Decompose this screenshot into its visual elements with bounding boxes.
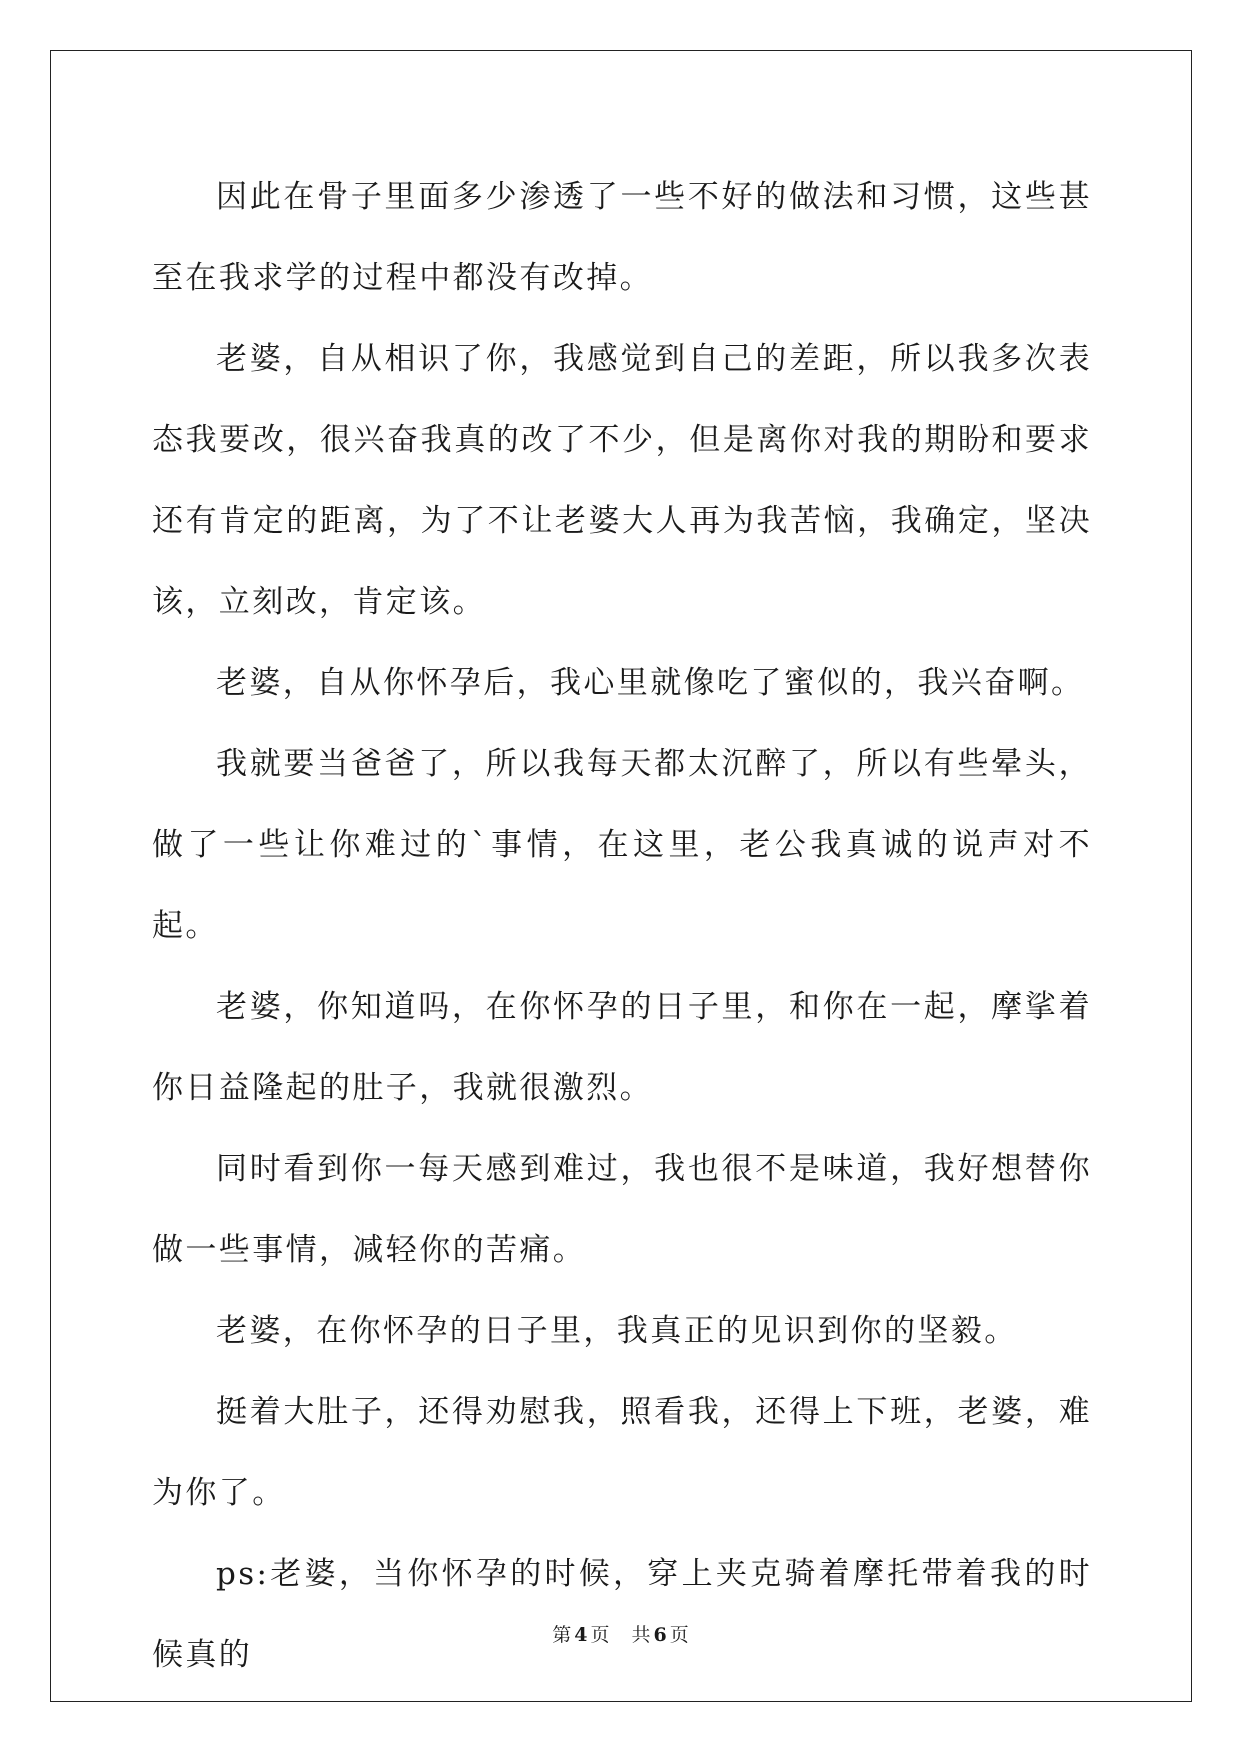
paragraph: 我就要当爸爸了，所以我每天都太沉醉了，所以有些晕头，做了一些让你难过的`事情，在这里，老公我真诚的说声对不起。 <box>152 746 1092 944</box>
paragraph: 挺着大肚子，还得劝慰我，照看我，还得上下班，老婆，难为你了。 <box>152 1394 1092 1511</box>
footer-total-unit: 页 <box>669 1624 689 1646</box>
paragraph: 因此在骨子里面多少渗透了一些不好的做法和习惯，这些甚至在我求学的过程中都没有改掉。 <box>152 179 1092 296</box>
paragraph: 老婆，自从你怀孕后，我心里就像吃了蜜似的，我兴奋啊。 <box>216 665 1085 701</box>
current-page-number: 4 <box>574 1624 588 1646</box>
total-pages-number: 6 <box>653 1624 667 1646</box>
page-footer <box>0 1620 1241 1647</box>
document-body <box>152 157 1092 1696</box>
paragraph: 老婆，自从相识了你，我感觉到自己的差距，所以我多次表态我要改，很兴奋我真的改了不少，但是离你对我的期盼和要求还有肯定的距离，为了不让老婆大人再为我苦恼，我确定，坚决该，立刻改，肯定该。 <box>152 341 1092 620</box>
footer-total-prefix: 共 <box>631 1624 651 1646</box>
paragraph: 老婆，你知道吗，在你怀孕的日子里，和你在一起，摩挲着你日益隆起的肚子，我就很激烈。 <box>152 989 1092 1106</box>
paragraph: 老婆，在你怀孕的日子里，我真正的见识到你的坚毅。 <box>216 1313 1018 1349</box>
footer-page-unit: 页 <box>590 1624 610 1646</box>
footer-prefix: 第 <box>552 1624 572 1646</box>
paragraph: 同时看到你一每天感到难过，我也很不是味道，我好想替你做一些事情，减轻你的苦痛。 <box>152 1151 1092 1268</box>
paragraph: ps:老婆，当你怀孕的时候，穿上夹克骑着摩托带着我的时候真的 <box>152 1556 1092 1673</box>
